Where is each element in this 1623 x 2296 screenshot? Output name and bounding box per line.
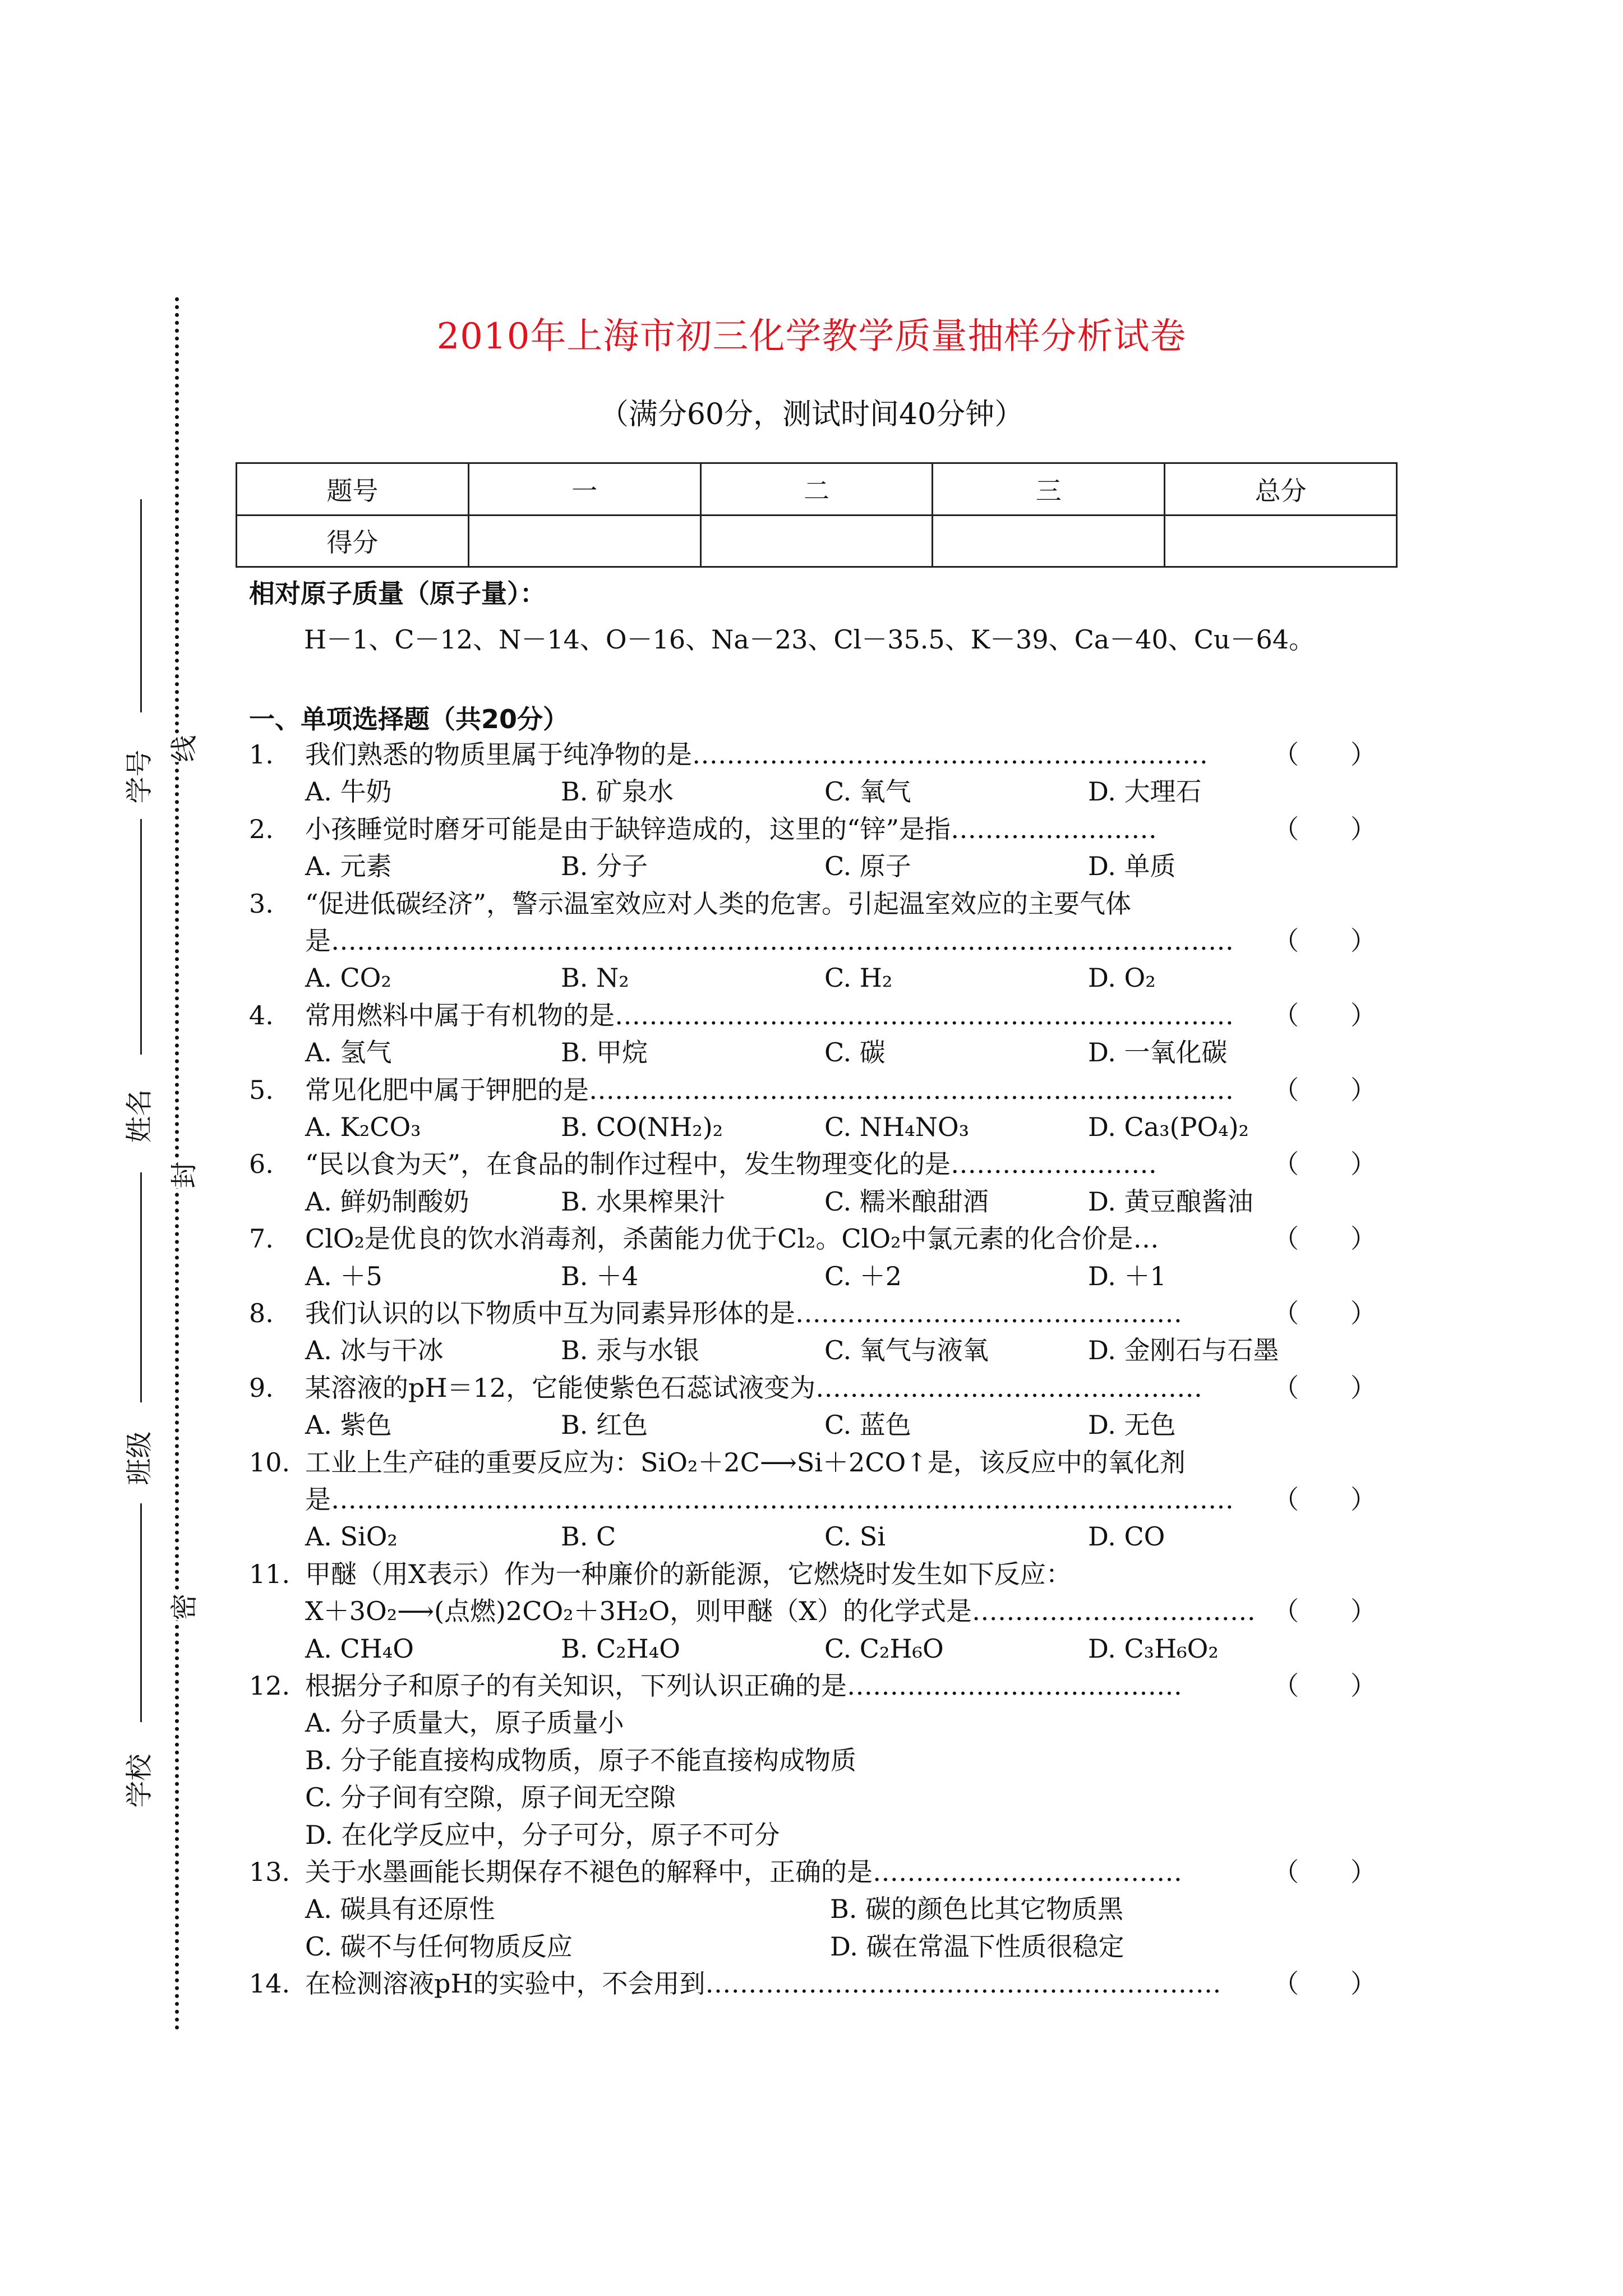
option-d[interactable]: D. 碳在常温下性质很稳定 xyxy=(830,1931,1124,1962)
option-a[interactable]: A. 元素 xyxy=(305,851,392,882)
options-row xyxy=(0,1185,1623,1218)
question-item xyxy=(0,813,1623,845)
question-number: 3. xyxy=(249,888,274,919)
question-stem: “民以食为天”，在食品的制作过程中，发生物理变化的是…………………… xyxy=(305,1149,1158,1180)
option-c[interactable]: C. 氧气与液氧 xyxy=(824,1335,989,1366)
answer-blank[interactable]: （ ） xyxy=(1273,1857,1376,1887)
option-b[interactable]: B. 水果榨果汁 xyxy=(561,1186,726,1217)
answer-blank[interactable]: （ ） xyxy=(1273,1149,1376,1180)
question-item xyxy=(0,887,1623,920)
option-c[interactable]: C. 氧气 xyxy=(824,776,911,807)
blank-student-id xyxy=(140,499,142,712)
answer-blank[interactable]: （ ） xyxy=(1273,1484,1376,1515)
question-item xyxy=(0,1669,1623,1702)
options-row xyxy=(0,1334,1623,1366)
option-b[interactable]: B. ＋4 xyxy=(561,1260,639,1291)
question-number: 1. xyxy=(249,739,274,770)
option-c[interactable]: C. Si xyxy=(824,1521,886,1552)
answer-blank[interactable]: （ ） xyxy=(1273,1596,1376,1627)
seal-mark-seal: 封 xyxy=(163,1161,201,1188)
question-number: 2. xyxy=(249,813,274,844)
option-a[interactable]: A. ＋5 xyxy=(305,1260,382,1291)
question-number: 8. xyxy=(249,1298,274,1328)
question-number: 9. xyxy=(249,1372,274,1403)
question-number: 11. xyxy=(249,1558,291,1589)
question-number: 14. xyxy=(249,1968,291,1999)
answer-blank[interactable]: （ ） xyxy=(1273,1372,1376,1403)
score-table-header-row xyxy=(237,463,1397,516)
answer-blank[interactable]: （ ） xyxy=(1273,1671,1376,1701)
options-row xyxy=(0,1781,1623,1814)
score-row-label: 得分 xyxy=(237,515,469,567)
score-header-cell: 一 xyxy=(468,463,700,516)
option-b[interactable]: B. 碳的颜色比其它物质黑 xyxy=(830,1894,1124,1925)
options-row xyxy=(0,775,1623,808)
answer-blank[interactable]: （ ） xyxy=(1273,1968,1376,1999)
question-stem: 常见化肥中属于钾肥的是………………………………………………………………… xyxy=(305,1074,1234,1105)
option-d[interactable]: D. 金刚石与石墨 xyxy=(1088,1335,1279,1366)
question-stem: ClO₂是优良的饮水消毒剂，杀菌能力优于Cl₂。ClO₂中氯元素的化合价是… xyxy=(305,1223,1159,1254)
option-a[interactable]: A. 紫色 xyxy=(305,1410,392,1441)
options-row xyxy=(0,1930,1623,1963)
option-d[interactable]: D. 无色 xyxy=(1088,1410,1176,1441)
seal-mark-secret: 密 xyxy=(163,1593,201,1620)
question-stem: 关于水墨画能长期保存不褪色的解释中，正确的是……………………………… xyxy=(305,1857,1182,1887)
question-stem-continued xyxy=(0,924,1623,957)
question-item xyxy=(0,1372,1623,1404)
options-row xyxy=(0,1744,1623,1777)
options-row xyxy=(0,1260,1623,1292)
options-row xyxy=(0,1893,1623,1925)
margin-field-class: 班级 xyxy=(123,1431,155,1485)
options-row xyxy=(0,1632,1623,1665)
option-b[interactable]: B. 汞与水银 xyxy=(561,1335,700,1366)
score-cell[interactable] xyxy=(933,515,1165,567)
question-stem: 小孩睡觉时磨牙可能是由于缺锌造成的，这里的“锌”是指…………………… xyxy=(305,813,1158,844)
question-stem-continued xyxy=(0,1483,1623,1516)
option-d[interactable]: D. 一氧化碳 xyxy=(1088,1037,1228,1068)
answer-blank[interactable]: （ ） xyxy=(1273,813,1376,844)
score-cell[interactable] xyxy=(1165,515,1397,567)
question-item xyxy=(0,1222,1623,1255)
section-heading: 一、单项选择题（共20分） xyxy=(249,704,569,734)
options-row xyxy=(0,1819,1623,1851)
score-cell[interactable] xyxy=(700,515,933,567)
option-d[interactable]: D. ＋1 xyxy=(1088,1260,1166,1291)
score-cell[interactable] xyxy=(468,515,700,567)
question-number: 5. xyxy=(249,1074,274,1105)
option-d[interactable]: D. 单质 xyxy=(1088,851,1176,882)
atomic-mass-values: H－1、C－12、N－14、O－16、Na－23、Cl－35.5、K－39、Ca－40、Cu－64。 xyxy=(304,624,1315,655)
option-c[interactable]: C. ＋2 xyxy=(824,1260,902,1291)
option-a[interactable]: A. K₂CO₃ xyxy=(305,1112,421,1142)
question-stem: 常用燃料中属于有机物的是……………………………………………………………… xyxy=(305,1000,1234,1030)
option-c[interactable]: C. 原子 xyxy=(824,851,911,882)
option-b[interactable]: B. 分子能直接构成物质，原子不能直接构成物质 xyxy=(305,1745,857,1775)
question-item xyxy=(0,1148,1623,1180)
score-header-cell: 二 xyxy=(700,463,933,516)
question-stem-line2: 是…………………………………………………………………………………………… xyxy=(305,1484,1234,1515)
margin-field-school: 学校 xyxy=(123,1754,155,1808)
option-b[interactable]: B. N₂ xyxy=(561,963,629,993)
options-row xyxy=(0,1036,1623,1069)
question-stem: 在检测溶液pH的实验中，不会用到…………………………………………………… xyxy=(305,1968,1221,1999)
option-c[interactable]: C. 分子间有空隙，原子间无空隙 xyxy=(305,1782,676,1813)
option-a[interactable]: A. 牛奶 xyxy=(305,776,392,807)
question-stem-line2: 是…………………………………………………………………………………………… xyxy=(305,926,1234,956)
atomic-mass-heading: 相对原子质量（原子量）： xyxy=(249,578,546,609)
option-c[interactable]: C. NH₄NO₃ xyxy=(824,1112,970,1142)
question-stem: 我们熟悉的物质里属于纯净物的是…………………………………………………… xyxy=(305,739,1208,770)
question-stem: 某溶液的pH＝12，它能使紫色石蕊试液变为……………………………………… xyxy=(305,1372,1203,1403)
option-a[interactable]: A. CO₂ xyxy=(305,963,391,993)
option-b[interactable]: B. 红色 xyxy=(561,1410,648,1441)
seal-mark-line: 线 xyxy=(163,735,201,762)
option-d[interactable]: D. 在化学反应中，分子可分，原子不可分 xyxy=(305,1819,780,1850)
question-item xyxy=(0,1558,1623,1590)
option-d[interactable]: D. 黄豆酿酱油 xyxy=(1088,1186,1253,1217)
option-d[interactable]: D. Ca₃(PO₄)₂ xyxy=(1088,1112,1249,1142)
score-table-score-row xyxy=(237,515,1397,567)
option-a[interactable]: A. 分子质量大，原子质量小 xyxy=(305,1708,624,1738)
question-item xyxy=(0,1967,1623,2000)
option-a[interactable]: A. 碳具有还原性 xyxy=(305,1894,495,1925)
options-row xyxy=(0,850,1623,882)
option-b[interactable]: B. C xyxy=(561,1521,616,1552)
option-a[interactable]: A. 氢气 xyxy=(305,1037,392,1068)
option-c[interactable]: C. 碳 xyxy=(824,1037,886,1068)
option-b[interactable]: B. C₂H₄O xyxy=(561,1633,680,1664)
answer-blank[interactable]: （ ） xyxy=(1273,1298,1376,1328)
option-d[interactable]: D. 大理石 xyxy=(1088,776,1202,807)
exam-subtitle: （满分60分，测试时间40分钟） xyxy=(599,398,1024,431)
answer-blank[interactable]: （ ） xyxy=(1273,1074,1376,1105)
question-number: 4. xyxy=(249,1000,274,1030)
question-stem: “促进低碳经济”，警示温室效应对人类的危害。引起温室效应的主要气体 xyxy=(305,888,1132,919)
option-c[interactable]: C. C₂H₆O xyxy=(824,1633,944,1664)
question-stem-line2: X＋3O₂⟶(点燃)2CO₂＋3H₂O，则甲醚（X）的化学式是…………………………… xyxy=(305,1596,1256,1627)
answer-blank[interactable]: （ ） xyxy=(1273,926,1376,956)
question-item xyxy=(0,738,1623,771)
options-row xyxy=(0,1409,1623,1441)
question-stem: 根据分子和原子的有关知识，下列认识正确的是………………………………… xyxy=(305,1671,1182,1701)
options-row xyxy=(0,1706,1623,1739)
option-b[interactable]: B. CO(NH₂)₂ xyxy=(561,1112,723,1142)
option-c[interactable]: C. H₂ xyxy=(824,963,893,993)
question-stem: 工业上生产硅的重要反应为：SiO₂＋2C⟶Si＋2CO↑是，该反应中的氧化剂 xyxy=(305,1447,1186,1478)
question-number: 7. xyxy=(249,1223,274,1254)
score-header-cell: 总分 xyxy=(1165,463,1397,516)
option-a[interactable]: A. 冰与干冰 xyxy=(305,1335,444,1366)
score-header-cell: 题号 xyxy=(237,463,469,516)
question-number: 10. xyxy=(249,1447,291,1478)
option-c[interactable]: C. 碳不与任何物质反应 xyxy=(305,1931,573,1962)
question-stem: 我们认识的以下物质中互为同素异形体的是……………………………………… xyxy=(305,1298,1182,1328)
option-a[interactable]: A. SiO₂ xyxy=(305,1521,398,1552)
score-header-cell: 三 xyxy=(933,463,1165,516)
question-stem: 甲醚（用X表示）作为一种廉价的新能源，它燃烧时发生如下反应： xyxy=(305,1558,1072,1589)
options-row xyxy=(0,1111,1623,1143)
answer-blank[interactable]: （ ） xyxy=(1273,1223,1376,1254)
option-b[interactable]: B. 分子 xyxy=(561,851,648,882)
question-item xyxy=(0,1297,1623,1329)
option-d[interactable]: D. C₃H₆O₂ xyxy=(1088,1633,1219,1664)
option-d[interactable]: D. O₂ xyxy=(1088,963,1156,993)
question-item xyxy=(0,999,1623,1032)
question-stem-continued xyxy=(0,1595,1623,1627)
exam-title: 2010年上海市初三化学教学质量抽样分析试卷 xyxy=(436,316,1187,357)
option-c[interactable]: C. 糯米酿甜酒 xyxy=(824,1186,989,1217)
question-item xyxy=(0,1856,1623,1888)
options-row xyxy=(0,1520,1623,1553)
question-number: 12. xyxy=(249,1671,291,1701)
answer-blank[interactable]: （ ） xyxy=(1273,1000,1376,1030)
option-b[interactable]: B. 甲烷 xyxy=(561,1037,648,1068)
question-item xyxy=(0,1074,1623,1106)
score-table xyxy=(236,462,1398,568)
question-number: 6. xyxy=(249,1149,274,1180)
option-a[interactable]: A. CH₄O xyxy=(305,1633,414,1664)
option-b[interactable]: B. 矿泉水 xyxy=(561,776,674,807)
question-item xyxy=(0,1446,1623,1479)
margin-field-name: 姓名 xyxy=(123,1089,155,1143)
margin-field-student-id: 学号 xyxy=(123,749,155,804)
question-number: 13. xyxy=(249,1857,291,1887)
answer-blank[interactable]: （ ） xyxy=(1273,739,1376,770)
option-c[interactable]: C. 蓝色 xyxy=(824,1410,911,1441)
option-d[interactable]: D. CO xyxy=(1088,1521,1165,1552)
options-row xyxy=(0,961,1623,994)
option-a[interactable]: A. 鲜奶制酸奶 xyxy=(305,1186,469,1217)
